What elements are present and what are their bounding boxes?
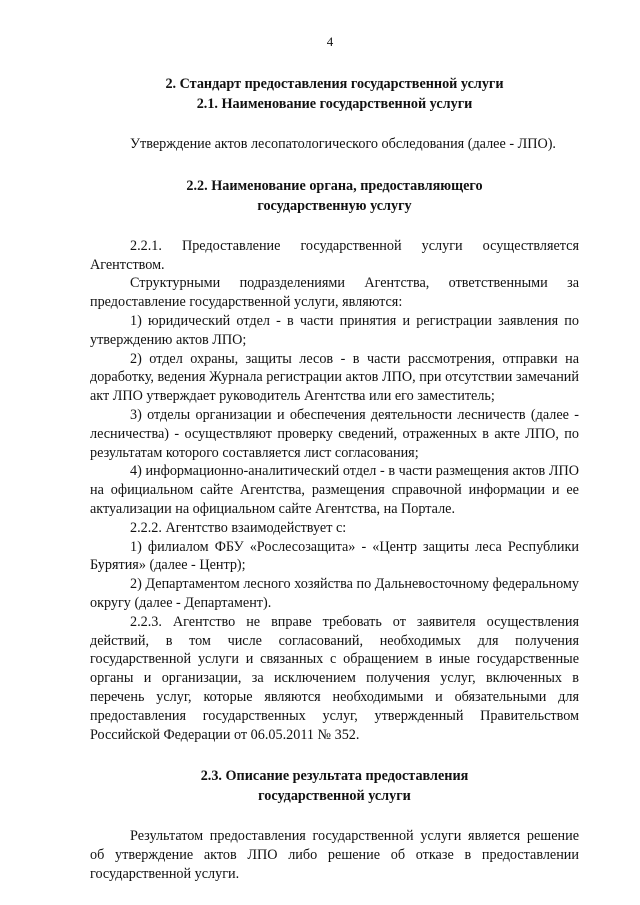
section-2-1-heading-line: 2.1. Наименование государственной услуги: [196, 96, 473, 112]
paragraph-structural-units: Структурными подразделениями Агентства, ответственными за предоставление государственной услуги, являются:: [90, 275, 579, 311]
section-2-heading-line1: 2. Стандарт предоставления государственной услуги: [165, 76, 504, 92]
section-2-3-heading-line1: 2.3. Описание результата предоставления: [200, 768, 469, 785]
section-2-3-heading-line2: государственной услуги: [258, 788, 411, 805]
paragraph-forestry-department: 2) Департаментом лесного хозяйства по Дальневосточному федеральному округу (далее - Департамент).: [90, 576, 579, 611]
paragraph-2-2-1: 2.2.1. Предоставление государственной услуги осуществляется Агентством.: [90, 237, 579, 273]
section-2-2-heading-line2: государственную услугу: [257, 197, 412, 214]
section-2-3-paragraph: Результатом предоставления государственной услуги является решение об утверждение актов ЛПО либо решение об отказе в предоставлении государственной услуги.: [90, 828, 579, 882]
page-number: 4: [326, 34, 334, 49]
paragraph-legal-dept: 1) юридический отдел - в части принятия и регистрации заявления по утверждению актов ЛПО;: [90, 312, 579, 348]
section-2-3-heading: [90, 766, 579, 806]
document-body: [90, 74, 579, 884]
section-2-1-paragraph: Утверждение актов лесопатологического обследования (далее - ЛПО).: [130, 136, 556, 152]
section-2-2-heading-line1: 2.2. Наименование органа, предоставляющего: [186, 177, 483, 194]
paragraph-info-analytics-dept: 4) информационно-аналитический отдел - в части размещения актов ЛПО на официальном сайте Агентства, размещения справочной информации и ее актуализации на официальном сайте Агентства, на Портале.: [90, 463, 579, 517]
section-2-heading: [90, 74, 579, 114]
paragraph-forest-protection-dept: 2) отдел охраны, защиты лесов - в части рассмотрения, отправки на доработку, ведения Журнала регистрации актов ЛПО, при отсутствии замечаний акт ЛПО утверждает руководитель Агентства или его заместитель;: [90, 350, 579, 405]
paragraph-forestry-depts: 3) отделы организации и обеспечения деятельности лесничеств (далее - лесничества) - осуществляют проверку сведений, отраженных в акте ЛПО, по результатам которого составляется лист согласования;: [90, 406, 579, 461]
paragraph-2-2-2: 2.2.2. Агентство взаимодействует с:: [130, 519, 347, 536]
section-2-2-heading: [90, 176, 579, 216]
paragraph-2-2-3: 2.2.3. Агентство не вправе требовать от заявителя осуществления действий, в том числе согласований, необходимых для получения государственной услуги и связанных с обращением в иные государственные органы и организации, за исключением получения услуг, включенных в перечень услуг, которые являются необходимыми и обязательными для предоставления государственных услуг, утвержденный Правительством Российской Федерации от 06.05.2011 № 352.: [90, 613, 579, 743]
paragraph-rosleszashchita: 1) филиалом ФБУ «Рослесозащита» - «Центр защиты леса Республики Бурятия» (далее - Центр);: [90, 538, 579, 574]
